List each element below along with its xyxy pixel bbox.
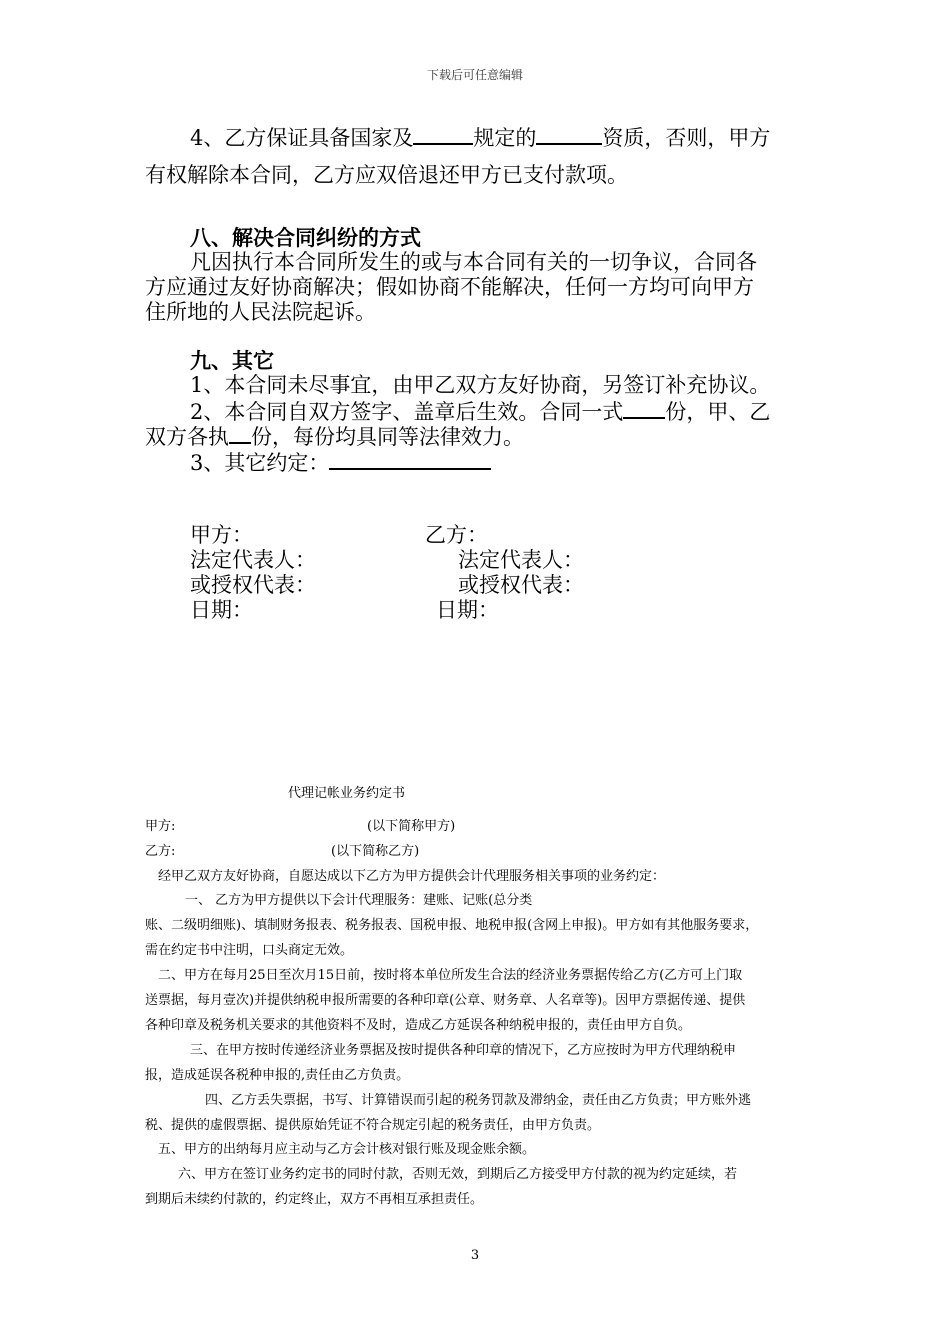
section-9-item-2-line-2 — [145, 422, 524, 451]
agreement-p4-line-1: 四、乙方丢失票据，书写、计算错误而引起的税务罚款及滞纳金，责任由乙方负责；甲方账外逃 — [205, 1093, 752, 1108]
clause-4-text-c: 资质，否则，甲方 — [602, 126, 771, 150]
agreement-p2-line-2: 送票据，每月壹次)并提供纳税申报所需要的各种印章(公章、财务章、人名章等)。因甲方票据传递、提供 — [145, 993, 746, 1008]
agreement-party-a-note: (以下简称甲方) — [367, 819, 456, 834]
sign-auth-rep-a: 或授权代表： — [190, 573, 316, 597]
item-2-text-d: 份，每份均具同等法律效力。 — [251, 425, 524, 449]
page-number: 3 — [470, 1248, 480, 1263]
clause-4-line-2: 有权解除本合同，乙方应双倍退还甲方已支付款项。 — [145, 163, 628, 187]
agreement-p1-line-1: 一、 乙方为甲方提供以下会计代理服务：建账、记账(总分类 — [185, 893, 533, 908]
section-8-line-3: 住所地的人民法院起诉。 — [145, 300, 376, 324]
agreement-p3-line-1: 三、在甲方按时传递经济业务票据及按时提供各种印章的情况下，乙方应按时为甲方代理纳税申 — [190, 1043, 737, 1058]
clause-4-text-a: 4、乙方保证具备国家及 — [190, 126, 414, 150]
sign-legal-rep-b: 法定代表人： — [458, 548, 584, 572]
sign-legal-rep-a: 法定代表人： — [190, 548, 316, 572]
blank-copies-each — [229, 422, 251, 444]
section-9-item-3 — [190, 448, 491, 477]
sign-party-b: 乙方： — [425, 523, 488, 547]
agreement-p6-line-1: 六、甲方在签订业务约定书的同时付款，否则无效，到期后乙方接受甲方付款的视为约定延续，若 — [178, 1167, 738, 1182]
agreement-party-b-label: 乙方: — [145, 844, 176, 859]
agreement-p5-line-1: 五、甲方的出纳每月应主动与乙方会计核对银行账及现金账余额。 — [158, 1142, 536, 1157]
agreement-p6-line-2: 到期后未续约付款的，约定终止，双方不再相互承担责任。 — [145, 1192, 484, 1207]
agreement-p2-line-1: 二、甲方在每月25日至次月15日前，按时将本单位所发生合法的经济业务票据传给乙方(乙方可上门取 — [158, 968, 743, 983]
agreement-p1-line-2: 账、二级明细账)、填制财务报表、税务报表、国税申报、地税申报(含网上申报)。甲方如有其他服务要求， — [145, 918, 759, 933]
sign-date-b: 日期： — [436, 598, 499, 622]
blank-other-terms — [329, 448, 491, 470]
section-9-title: 九、其它 — [190, 348, 274, 373]
section-9-item-1: 1、本合同未尽事宜，由甲乙双方友好协商，另签订补充协议。 — [190, 373, 771, 397]
blank-copies-total — [623, 397, 665, 419]
sign-auth-rep-b: 或授权代表： — [458, 573, 584, 597]
item-2-text-a: 2、本合同自双方签字、盖章后生效。合同一式 — [190, 400, 624, 424]
sign-party-a: 甲方： — [190, 523, 253, 547]
clause-4-text-b: 规定的 — [473, 126, 537, 150]
agreement-p3-line-2: 报，造成延误各税种申报的,责任由乙方负责。 — [145, 1068, 410, 1083]
item-2-text-b: 份，甲、乙 — [665, 400, 771, 424]
agreement-intro: 经甲乙双方友好协商，自愿达成以下乙方为甲方提供会计代理服务相关事项的业务约定： — [158, 869, 666, 884]
item-3-label: 3、其它约定： — [190, 451, 330, 475]
section-8-line-1: 凡因执行本合同所发生的或与本合同有关的一切争议，合同各 — [190, 250, 757, 274]
agreement-party-b-note: (以下简称乙方) — [331, 844, 420, 859]
clause-4-line-1 — [190, 123, 770, 152]
sign-date-a: 日期： — [190, 598, 253, 622]
blank-qualification-field — [536, 123, 602, 145]
agreement-p1-line-3: 需在约定书中注明，口头商定无效。 — [145, 943, 354, 958]
agreement-party-a-label: 甲方: — [145, 819, 176, 834]
item-2-text-c: 双方各执 — [145, 425, 229, 449]
agreement-p2-line-3: 各种印章及税务机关要求的其他资料不及时，造成乙方延误各种纳税申报的，责任由甲方自负。 — [145, 1018, 692, 1033]
blank-national-field — [413, 123, 473, 145]
page-header-note: 下载后可任意编辑 — [426, 68, 523, 82]
agreement-p4-line-2: 税、提供的虚假票据、提供原始凭证不符合规定引起的税务责任，由甲方负责。 — [145, 1118, 601, 1133]
section-8-line-2: 方应通过友好协商解决；假如协商不能解决，任何一方均可向甲方 — [145, 275, 754, 299]
agreement-title: 代理记帐业务约定书 — [288, 786, 406, 801]
section-8-title: 八、解决合同纠纷的方式 — [190, 225, 421, 250]
